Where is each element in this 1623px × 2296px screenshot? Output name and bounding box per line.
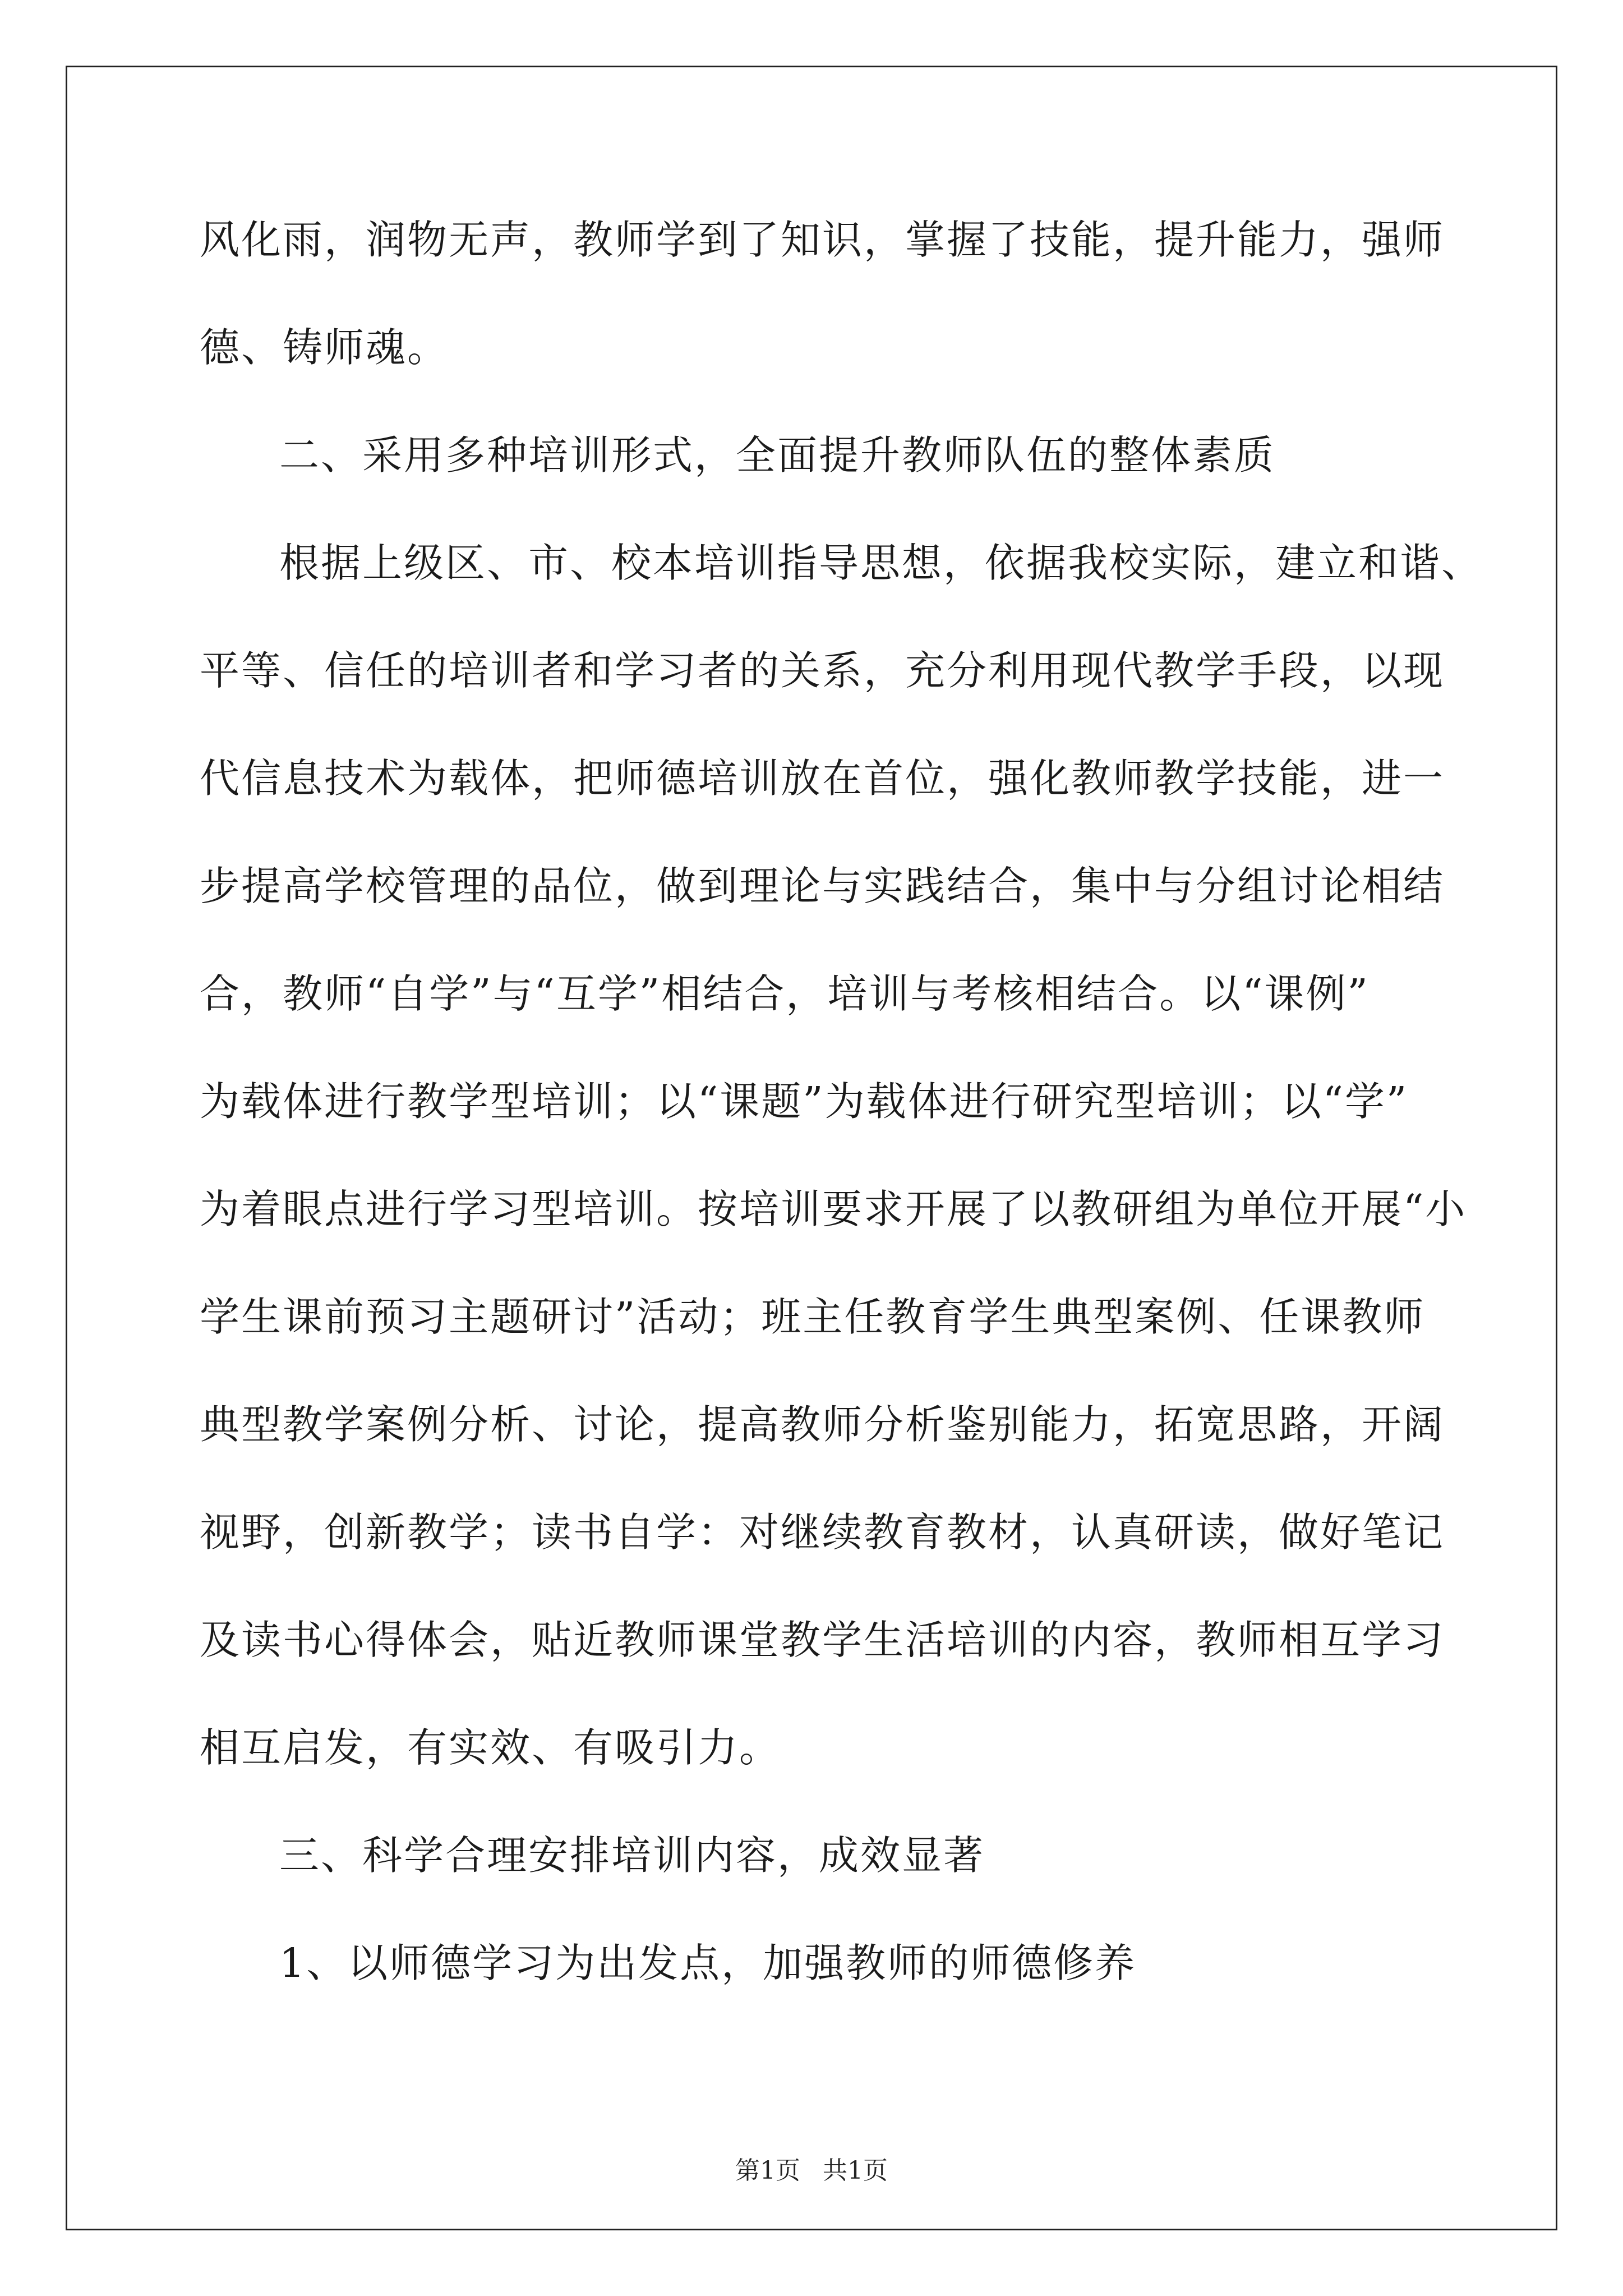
text-line: 及读书心得体会，贴近教师课堂教学生活培训的内容，教师相互学习 bbox=[200, 1617, 1445, 1663]
text-line: 平等、信任的培训者和学习者的关系，充分利用现代教学手段，以现 bbox=[200, 647, 1445, 694]
text-line: 代信息技术为载体，把师德培训放在首位，强化教师教学技能，进一 bbox=[200, 755, 1445, 802]
section-heading: 二、采用多种培训形式，全面提升教师队伍的整体素质 bbox=[279, 432, 1276, 478]
text-line: 学生课前预习主题研讨”活动；班主任教育学生典型案例、任课教师 bbox=[200, 1294, 1426, 1340]
text-line: 相互启发，有实效、有吸引力。 bbox=[200, 1724, 781, 1771]
page-footer bbox=[0, 2154, 1623, 2188]
text-line: 为载体进行教学型培训；以“课题”为载体进行研究型培训；以“学” bbox=[200, 1078, 1409, 1125]
text-line: 典型教学案例分析、讨论，提高教师分析鉴别能力，拓宽思路，开阔 bbox=[200, 1401, 1445, 1448]
text-line: 视野，创新教学；读书自学：对继续教育教材，认真研读，做好笔记 bbox=[200, 1509, 1445, 1556]
page-number-total: 共1页 bbox=[823, 2156, 888, 2185]
text-line: 风化雨，润物无声，教师学到了知识，掌握了技能，提升能力，强师 bbox=[200, 217, 1445, 263]
document-body bbox=[200, 213, 1483, 2044]
section-heading: 三、科学合理安排培训内容，成效显著 bbox=[279, 1832, 985, 1879]
subsection-heading: 1、以师德学习为出发点，加强教师的师德修养 bbox=[279, 1940, 1137, 1986]
text-line: 步提高学校管理的品位，做到理论与实践结合，集中与分组讨论相结 bbox=[200, 863, 1445, 909]
paragraph-first-line: 根据上级区、市、校本培训指导思想，依据我校实际，建立和谐、 bbox=[279, 540, 1483, 586]
text-line: 合，教师“自学”与“互学”相结合，培训与考核相结合。以“课例” bbox=[200, 970, 1370, 1017]
text-line: 德、铸师魂。 bbox=[200, 324, 449, 371]
text-line: 为着眼点进行学习型培训。按培训要求开展了以教研组为单位开展“小 bbox=[200, 1186, 1467, 1232]
page-number-current: 第1页 bbox=[735, 2156, 800, 2185]
